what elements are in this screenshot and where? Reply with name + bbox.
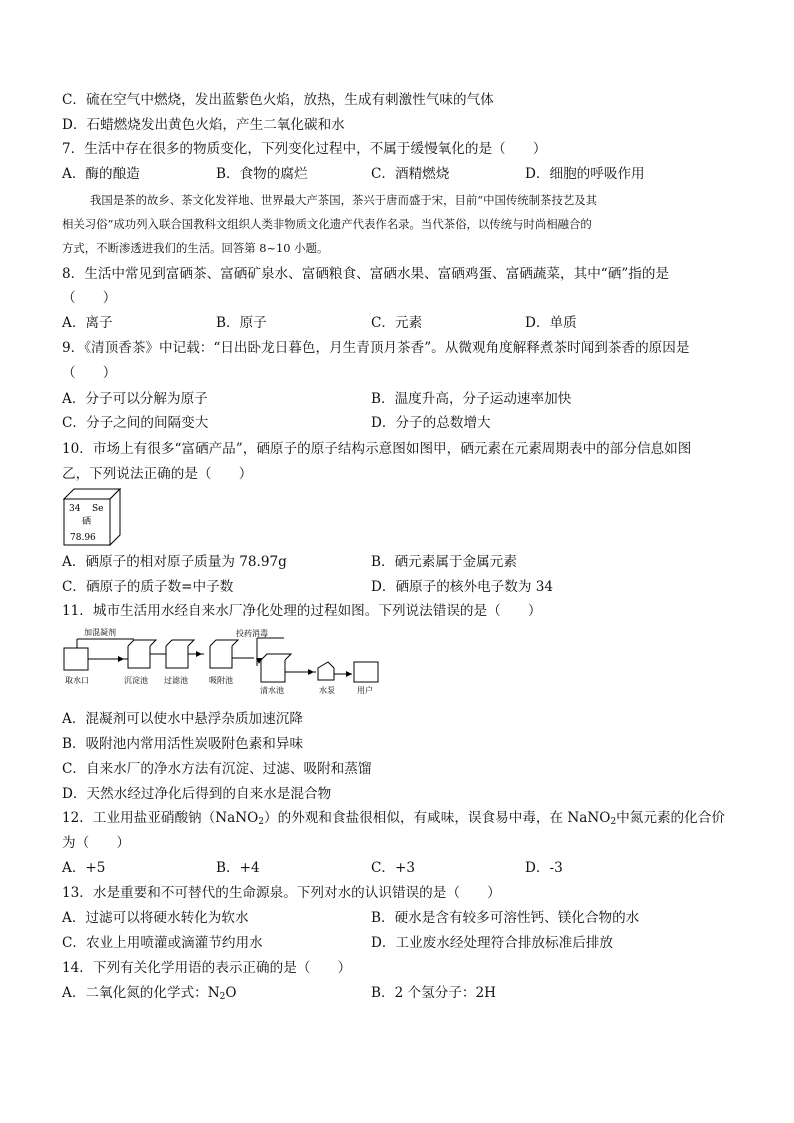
q7-option-a: A．酶的酿造	[62, 166, 140, 182]
pump	[318, 662, 334, 680]
q12-stem-line-2: 为（ ）	[62, 835, 130, 851]
q6-option-c: C．硫在空气中燃烧，发出蓝紫色火焰，放热，生成有刺激性气味的气体	[62, 92, 494, 108]
stage-label-adsorption: 吸附池	[209, 676, 233, 685]
stage-label-intake: 取水口	[65, 676, 89, 685]
q14-option-b: B．2 个氢分子：2H	[371, 985, 497, 1001]
stage-label-user: 用户	[357, 686, 373, 695]
passage-line-2: 相关习俗”成功列入联合国教科文组织人类非物质文化遗产代表作名录。当代茶俗，以传统与时尚相融合的	[62, 217, 592, 231]
q9-option-c: C．分子之间的间隔变大	[62, 415, 209, 431]
stage-label-clean-water: 清水池	[260, 686, 284, 695]
q6-option-d: D．石蜡燃烧发出黄色火焰，产生二氧化碳和水	[62, 117, 345, 133]
clean-water-tank	[261, 660, 285, 682]
q10-stem-line-2: 乙，下列说法正确的是（ ）	[62, 466, 253, 482]
q8-option-a: A．离子	[62, 315, 113, 331]
q14-stem: 14．下列有关化学用语的表示正确的是（ ）	[62, 960, 352, 976]
q9-option-d: D．分子的总数增大	[371, 415, 491, 431]
q13-option-c: C．农业上用喷灌或滴灌节约用水	[62, 935, 263, 951]
disinfect-label: 投药消毒	[236, 629, 268, 638]
q10-option-b: B．硒元素属于金属元素	[371, 554, 517, 570]
q13-stem: 13．水是重要和不可替代的生命源泉。下列对水的认识错误的是（ ）	[62, 885, 501, 901]
q9-stem: 9．《清顶香茶》中记载：“日出卧龙日暮色，月生青顶月茶香”。从微观角度解释煮茶时闻到茶香的原因是	[62, 340, 690, 356]
user-box	[354, 662, 378, 682]
intake-box	[64, 648, 88, 670]
q10-option-c: C．硒原子的质子数=中子数	[62, 579, 234, 595]
q12-option-a: A．+5	[62, 860, 106, 876]
element-atomic-number: 34	[69, 504, 81, 514]
q7-stem: 7．生活中存在很多的物质变化，下列变化过程中，不属于缓慢氧化的是（ ）	[62, 141, 547, 157]
q10-option-d: D．硒原子的核外电子数为 34	[371, 579, 554, 595]
element-name: 硒	[82, 517, 92, 527]
q7-option-b: B．食物的腐烂	[216, 166, 308, 182]
passage-line-3: 方式，不断渗透进我们的生活。回答第 8~10 小题。	[62, 241, 329, 255]
q11-option-a: A．混凝剂可以使水中悬浮杂质加速沉降	[62, 711, 303, 727]
water-treatment-diagram	[62, 624, 382, 704]
coagulant-label: 加混凝剂	[84, 628, 116, 637]
q10-stem-line-1: 10．市场上有很多“富硒产品”，硒原子的原子结构示意图如图甲，硒元素在元素周期表中的部分信息如图	[62, 441, 692, 457]
q8-option-d: D．单质	[525, 315, 577, 331]
q12-option-c: C．+3	[371, 860, 416, 876]
q13-option-d: D．工业废水经处理符合排放标准后排放	[371, 935, 613, 951]
adsorption-tank	[210, 646, 232, 668]
passage-line-1: 我国是茶的故乡、茶文化发祥地、世界最大产茶国，茶兴于唐而盛于宋，目前“中国传统制茶技艺及其	[90, 193, 598, 207]
q12-option-d: D．-3	[525, 860, 563, 876]
q9-option-b: B．温度升高，分子运动速率加快	[371, 391, 572, 407]
q10-option-a: A．硒原子的相对原子质量为 78.97g	[62, 554, 287, 570]
q11-option-c: C．自来水厂的净水方法有沉淀、过滤、吸附和蒸馏	[62, 761, 372, 777]
q8-option-c: C．元素	[371, 315, 423, 331]
stage-label-filter: 过滤池	[164, 676, 188, 685]
q11-stem: 11．城市生活用水经自来水厂净化处理的过程如图。下列说法错误的是（ ）	[62, 603, 542, 619]
q13-option-b: B．硬水是含有较多可溶性钙、镁化合物的水	[371, 910, 640, 926]
q9-answer-paren: （ ）	[62, 365, 117, 381]
stage-label-sedimentation: 沉淀池	[124, 676, 148, 685]
selenium-element-cell	[62, 487, 122, 547]
q9-option-a: A．分子可以分解为原子	[62, 391, 208, 407]
stage-label-pump: 水泵	[319, 686, 335, 695]
q7-option-d: D．细胞的呼吸作用	[525, 166, 645, 182]
q8-answer-paren: （ ）	[62, 290, 117, 306]
q11-option-d: D．天然水经过净化后得到的自来水是混合物	[62, 786, 332, 802]
element-symbol: Se	[92, 504, 104, 514]
q14-option-a: A．二氧化氮的化学式：$N_2O$	[62, 985, 237, 1002]
q7-option-c: C．酒精燃烧	[371, 166, 450, 182]
q11-option-b: B．吸附池内常用活性炭吸附色素和异味	[62, 736, 304, 752]
q8-stem: 8．生活中常见到富硒茶、富硒矿泉水、富硒粮食、富硒水果、富硒鸡蛋、富硒蔬菜，其中“硒”指的是	[62, 266, 670, 282]
q13-option-a: A．过滤可以将硬水转化为软水	[62, 910, 249, 926]
sedimentation-tank	[128, 646, 150, 668]
q8-option-b: B．原子	[216, 315, 267, 331]
q12-stem-line-1: 12．工业用盐亚硝酸钠（NaNO$_2$）的外观和食盐很相似，有咸味，误食易中毒，在 NaNO$_2$中氮元素的化合价	[62, 810, 725, 827]
element-atomic-mass: 78.96	[70, 533, 96, 543]
filter-tank	[166, 646, 188, 668]
q12-option-b: B．+4	[216, 860, 260, 876]
